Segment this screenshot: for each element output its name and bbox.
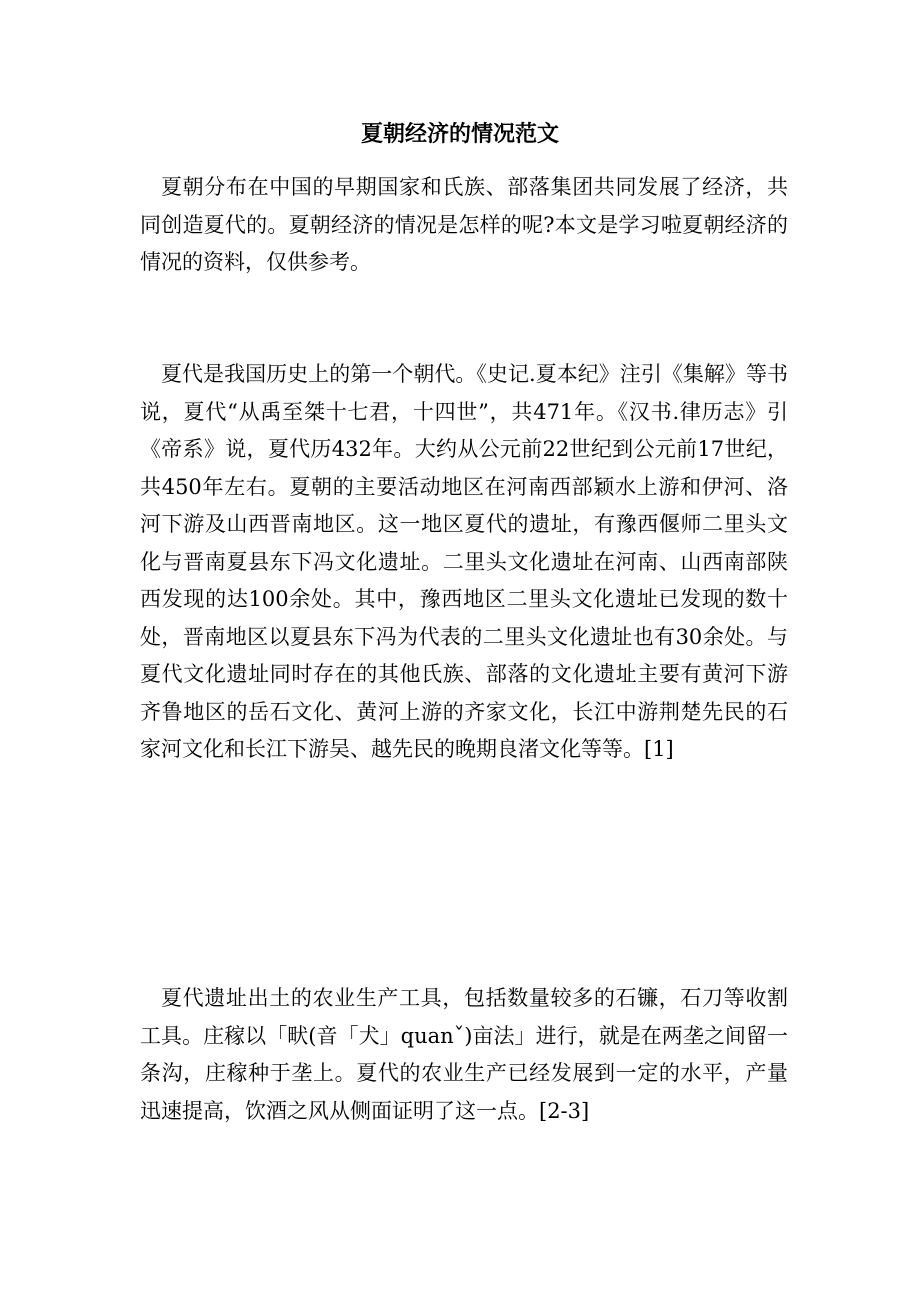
history-paragraph: 夏代是我国历史上的第一个朝代。《史记.夏本纪》注引《集解》等书说，夏代“从禹至桀十七君，十四世”，共471年。《汉书.律历志》引《帝系》说，夏代历432年。大约从公元前22世纪到公元前17世纪，共450年左右。夏朝的主要活动地区在河南西部颖水上游和伊河、洛河下游及山西晋南地区。这一地区夏代的遗址，有豫西偃师二里头文化与晋南夏县东下冯文化遗址。二里头文化遗址在河南、山西南部陕西发现的达100余处。其中，豫西地区二里头文化遗址已发现的数十处，晋南地区以夏县东下冯为代表的二里头文化遗址也有30余处。与夏代文化遗址同时存在的其他氏族、部落的文化遗址主要有黄河下游齐鲁地区的岳石文化、黄河上游的齐家文化，长江中游荆楚先民的石家河文化和长江下游吴、越先民的晚期良渚文化等等。[1] bbox=[140, 362, 788, 761]
document-title: 夏朝经济的情况范文 bbox=[360, 122, 559, 147]
intro-paragraph: 夏朝分布在中国的早期国家和氏族、部落集团共同发展了经济，共同创造夏代的。夏朝经济的情况是怎样的呢?本文是学习啦夏朝经济的情况的资料，仅供参考。 bbox=[140, 175, 788, 274]
agriculture-paragraph: 夏代遗址出土的农业生产工具，包括数量较多的石镰，石刀等收割工具。庄稼以「畎(音「犬」quanˇ)亩法」进行，就是在两垄之间留一条沟，庄稼种于垄上。夏代的农业生产已经发展到一定的水平，产量迅速提高，饮酒之风从侧面证明了这一点。[2-3] bbox=[140, 986, 788, 1123]
